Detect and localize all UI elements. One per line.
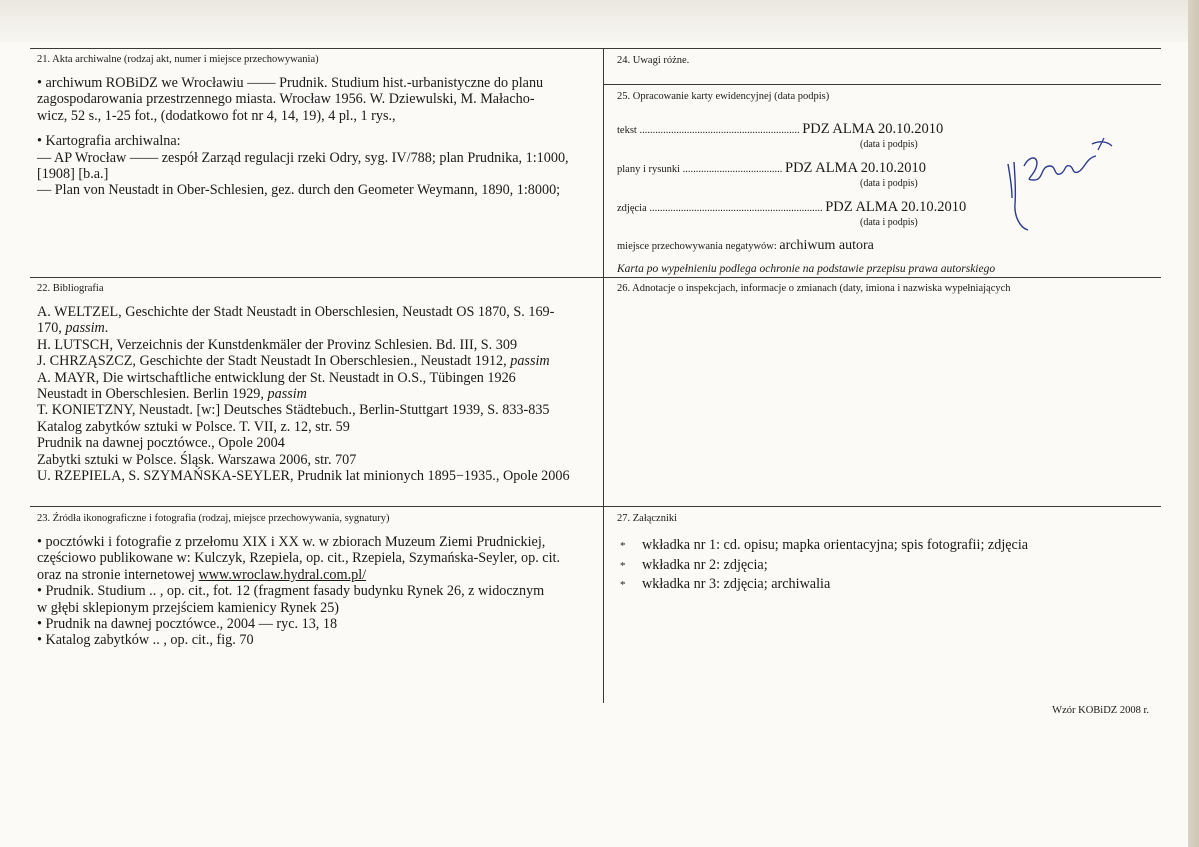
row-sub: (data i podpis) <box>860 139 918 150</box>
storage-label: miejsce przechowywania negatywów: <box>617 241 777 252</box>
bib-entry: T. KONIETZNY, Neustadt. [w:] Deutsches Städtebuch., Berlin-Stuttgart 1939, S. 833-835 <box>37 402 550 419</box>
bibliography <box>37 304 570 484</box>
list-item: * wkładka nr 1: cd. opisu; mapka orientacyjna; spis fotografii; zdjęcia <box>620 536 1028 556</box>
section-24-title: 24. Uwagi różne. <box>617 55 690 66</box>
section-22-title: 22. Bibliografia <box>37 283 104 294</box>
iconography-sources <box>37 534 560 649</box>
asterisk-icon: * <box>620 579 626 592</box>
bib-entry: Prudnik na dawnej pocztówce., Opole 2004 <box>37 435 285 452</box>
source-line: • Prudnik. Studium .. , op. cit., fot. 12 (fragment fasady budynku Rynek 26, z widocznym <box>37 583 545 600</box>
row-value: PDZ ALMA 20.10.2010 <box>802 121 944 137</box>
row-label: tekst <box>617 125 637 136</box>
asterisk-icon: * <box>620 559 626 572</box>
row-value: PDZ ALMA 20.10.2010 <box>785 160 926 176</box>
s21-line: • Kartografia archiwalna: <box>37 133 181 150</box>
section-23-title: 23. Źródła ikonograficzne i fotografia (rodzaj, miejsce przechowywania, sygnatury) <box>37 513 390 524</box>
scan-edge <box>1188 0 1199 847</box>
rule-vertical <box>603 48 604 703</box>
s21-line: zagospodarowania przestrzennego miasta. Wrocław 1956. W. Dziewulski, M. Małacho- <box>37 91 535 108</box>
rule-row3 <box>30 506 1161 507</box>
row-label: zdjęcia <box>617 203 647 214</box>
section-25-title: 25. Opracowanie karty ewidencyjnej (data podpis) <box>617 91 830 102</box>
bib-entry: 170, passim. <box>37 320 109 337</box>
s21-line: — AP Wrocław —— zespół Zarząd regulacji rzeki Odry, syg. IV/788; plan Prudnika, 1:1000, <box>37 149 569 166</box>
asterisk-icon: * <box>620 540 626 552</box>
bib-entry: A. WELTZEL, Geschichte der Stadt Neustadt in Oberschlesien, Neustadt OS 1870, S. 169- <box>37 304 555 320</box>
copyright-notice: Karta po wypełnieniu podlega ochronie na podstawie przepisu prawa autorskiego <box>617 263 996 275</box>
list-item: * wkładka nr 3: zdjęcia; archiwalia <box>620 575 1028 595</box>
bib-entry: Katalog zabytków sztuki w Polsce. T. VII, z. 12, str. 59 <box>37 418 350 435</box>
s25-row-zdjecia <box>617 199 966 216</box>
list-item: * wkładka nr 2: zdjęcia; <box>620 556 1028 576</box>
source-line: • Katalog zabytków .. , op. cit., fig. 70 <box>37 632 254 649</box>
website-link[interactable]: www.wroclaw.hydral.com.pl/ <box>198 566 367 583</box>
dot-leader: ...................................... <box>680 164 785 175</box>
form-footer: Wzór KOBiDZ 2008 r. <box>1052 705 1149 716</box>
source-line: • pocztówki i fotografie z przełomu XIX i XX w. w zbiorach Muzeum Ziemi Prudnickiej, <box>37 534 546 550</box>
row-value: PDZ ALMA 20.10.2010 <box>825 199 967 215</box>
signature-icon <box>1000 136 1122 232</box>
rule-top <box>30 48 1161 49</box>
bib-entry: Neustadt in Oberschlesien. Berlin 1929, passim <box>37 386 307 403</box>
s21-line: wicz, 52 s., 1-25 fot., (dodatkowo fot nr 4, 14, 19), 4 pl., 1 rys., <box>37 107 396 124</box>
section-26-title: 26. Adnotacje o inspekcjach, informacje o zmianach (daty, imiona i nazwiska wypełniających <box>617 283 1011 294</box>
source-line: oraz na stronie internetowej www.wroclaw.hydral.com.pl/ <box>37 566 367 583</box>
dot-leader: .................................................................. <box>646 203 826 214</box>
row-sub: (data i podpis) <box>860 217 918 228</box>
bib-entry: J. CHRZĄSZCZ, Geschichte der Stadt Neustadt In Oberschlesien., Neustadt 1912, passim <box>37 353 550 370</box>
s25-row-tekst <box>617 121 943 138</box>
attachments-list <box>620 536 1028 595</box>
s25-storage <box>617 238 874 254</box>
source-line: w głębi sklepionym przejściem kamienicy Rynek 25) <box>37 599 340 616</box>
scan-top-band <box>0 0 1188 42</box>
row-label: plany i rysunki <box>617 164 680 175</box>
s21-line: — Plan von Neustadt in Ober-Schlesien, gez. durch den Geometer Weymann, 1890, 1:8000; <box>37 182 561 199</box>
bib-entry: A. MAYR, Die wirtschaftliche entwicklung der St. Neustadt in O.S., Tübingen 1926 <box>37 369 516 386</box>
section-21-body <box>37 75 569 199</box>
source-line: • Prudnik na dawnej pocztówce., 2004 — ryc. 13, 18 <box>37 616 338 633</box>
dot-leader: ............................................................. <box>636 125 803 136</box>
bib-entry: U. RZEPIELA, S. SZYMAŃSKA-SEYLER, Prudnik lat minionych 1895−1935., Opole 2006 <box>37 468 570 485</box>
bib-entry: Zabytki sztuki w Polsce. Śląsk. Warszawa 2006, str. 707 <box>37 451 357 468</box>
s21-line: [1908] [b.a.] <box>37 166 109 183</box>
storage-value: archiwum autora <box>779 238 874 253</box>
source-line: częściowo publikowane w: Kulczyk, Rzepiela, op. cit., Rzepiela, Szymańska-Seyler, op. cit. <box>37 550 561 567</box>
s21-line: • archiwum ROBiDZ we Wrocławiu —— Prudnik. Studium hist.-urbanistyczne do planu <box>37 75 544 91</box>
row-sub: (data i podpis) <box>860 178 918 189</box>
section-27-title: 27. Załączniki <box>617 513 678 524</box>
bib-entry: H. LUTSCH, Verzeichnis der Kunstdenkmäler der Provinz Schlesien. Bd. III, S. 309 <box>37 336 518 353</box>
s25-row-plany <box>617 160 926 177</box>
section-21-title: 21. Akta archiwalne (rodzaj akt, numer i miejsce przechowywania) <box>37 54 319 65</box>
rule-24-25 <box>603 84 1161 85</box>
rule-row2 <box>30 277 1161 278</box>
